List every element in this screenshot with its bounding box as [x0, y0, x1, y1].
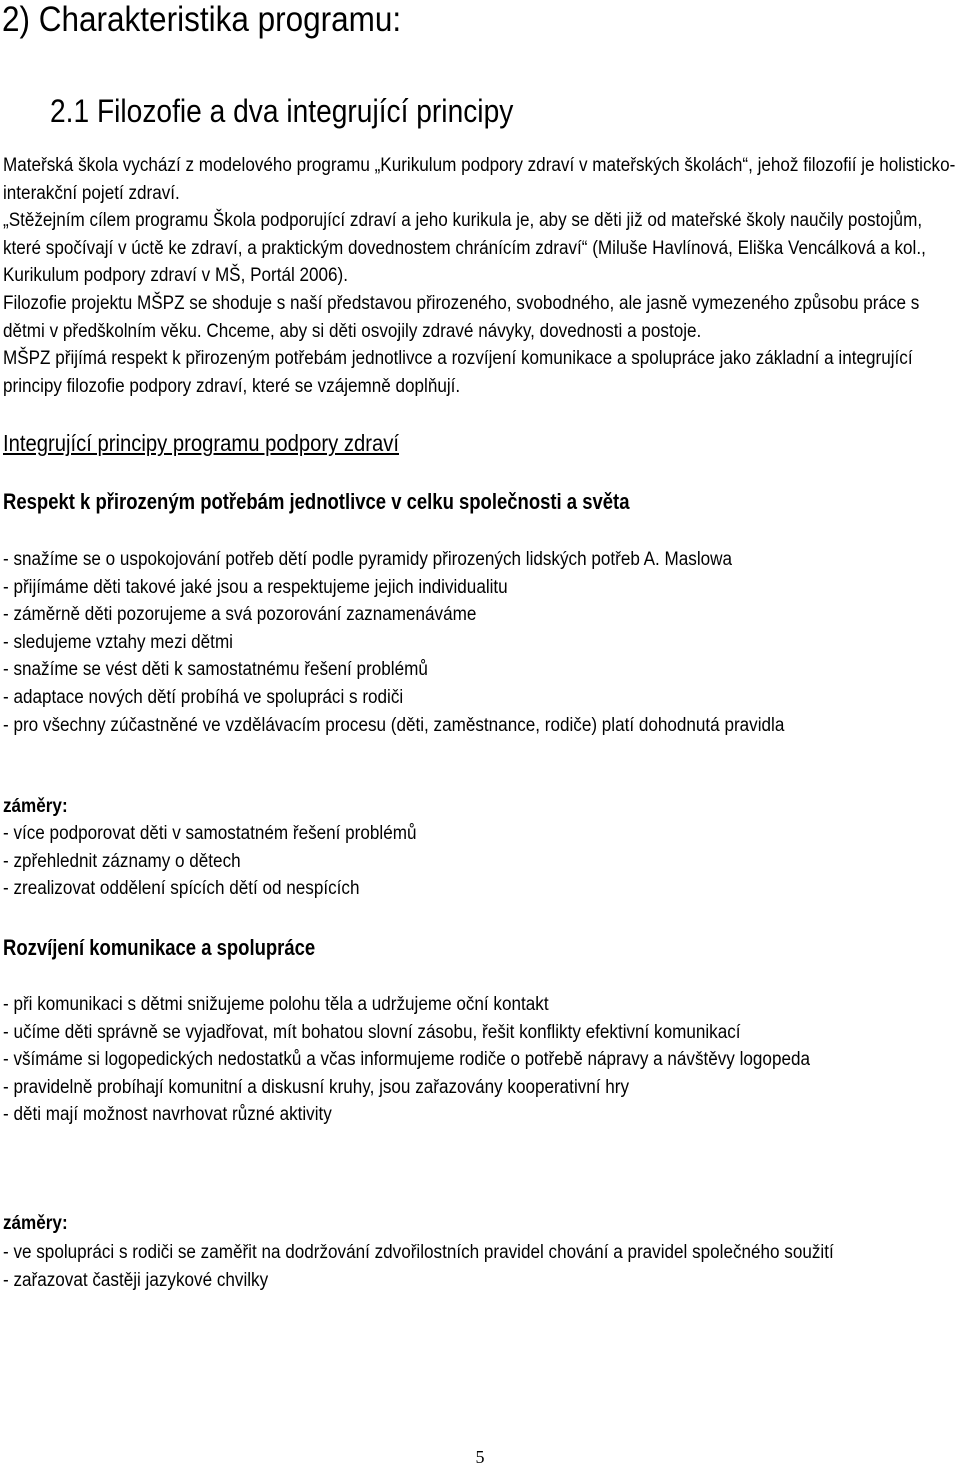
subsection-title: 2.1 Filozofie a dva integrující principy — [50, 93, 514, 129]
communication-list — [3, 991, 960, 1129]
list-item: - děti mají možnost navrhovat různé aktivity — [3, 1104, 332, 1126]
list-item: - zařazovat častěji jazykové chvilky — [3, 1269, 269, 1291]
philosophy-paragraph: Filozofie projektu MŠPZ se shoduje s naší představou přirozeného, svobodného, ale jasně vymezeného způsobu práce s dětmi v předškolním věku. Chceme, aby si děti osvojily zdravé návyky, dovednosti a postoje. — [3, 292, 920, 342]
list-item: - snažíme se vést děti k samostatnému řešení problémů — [3, 659, 428, 681]
list-item: - přijímáme děti takové jaké jsou a respektujeme jejich individualitu — [3, 576, 508, 598]
list-item: - při komunikaci s dětmi snižujeme polohu těla a udržujeme oční kontakt — [3, 994, 549, 1015]
intro-text — [3, 152, 957, 400]
communication-plans-label: záměry: — [3, 1213, 68, 1234]
list-item: - více podporovat děti v samostatném řešení problémů — [3, 823, 417, 844]
list-item: - snažíme se o uspokojování potřeb dětí podle pyramidy přirozených lidských potřeb A. Maslowa — [3, 549, 733, 570]
list-item: - pro všechny zúčastněné ve vzdělávacím procesu (děti, zaměstnance, rodiče) platí dohodnutá pravidla — [3, 714, 785, 736]
list-item: - záměrně děti pozorujeme a svá pozorování zaznamenáváme — [3, 604, 477, 626]
communication-plans-list — [3, 1239, 960, 1294]
list-item: - zrealizovat oddělení spících dětí od nespících — [3, 878, 360, 900]
list-item: - učíme děti správně se vyjadřovat, mít bohatou slovní zásobu, řešit konflikty efektivní komunikací — [3, 1021, 741, 1043]
list-item: - sledujeme vztahy mezi dětmi — [3, 631, 233, 653]
respect-plans-label: záměry: — [3, 796, 68, 817]
section-title: 2) Charakteristika programu: — [2, 0, 402, 39]
list-item: - pravidelně probíhají komunitní a diskusní kruhy, jsou zařazovány kooperativní hry — [3, 1076, 630, 1098]
communication-heading: Rozvíjení komunikace a spolupráce — [3, 935, 316, 960]
principles-paragraph: MŠPZ přijímá respekt k přirozeným potřebám jednotlivce a rozvíjení komunikace a spolupráce jako základní a integrující principy filozofie podpory zdraví, které se vzájemně doplňují. — [3, 348, 913, 397]
respect-heading: Respekt k přirozeným potřebám jednotlivce v celku společnosti a světa — [3, 489, 630, 514]
respect-plans-list — [3, 820, 960, 903]
list-item: - zpřehlednit záznamy o dětech — [3, 850, 241, 872]
principles-heading: Integrující principy programu podpory zdraví — [3, 430, 399, 456]
respect-list — [3, 546, 960, 739]
intro-quote-paragraph: „Stěžejním cílem programu Škola podporující zdraví a jeho kurikula je, aby se děti již od mateřské školy naučily postojům, které spočívají v úctě ke zdraví, a praktickým dovednostem chránícím zdraví“ (Miluše Havlínová, Eliška Vencálková a kol., Kurikulum podpory zdraví v MŠ, Portál 2006). — [3, 210, 926, 287]
list-item: - adaptace nových dětí probíhá ve spolupráci s rodiči — [3, 686, 404, 708]
list-item: - všímáme si logopedických nedostatků a včas informujeme rodiče o potřebě nápravy a návštěvy logopeda — [3, 1049, 810, 1071]
intro-paragraph: Mateřská škola vychází z modelového programu „Kurikulum podpory zdraví v mateřských školách“, jehož filozofií je holisticko-interakční pojetí zdraví. — [3, 155, 956, 204]
page-number: 5 — [475, 1447, 485, 1467]
list-item: - ve spolupráci s rodiči se zaměřit na dodržování zdvořilostních pravidel chování a pravidel společného soužití — [3, 1242, 834, 1263]
